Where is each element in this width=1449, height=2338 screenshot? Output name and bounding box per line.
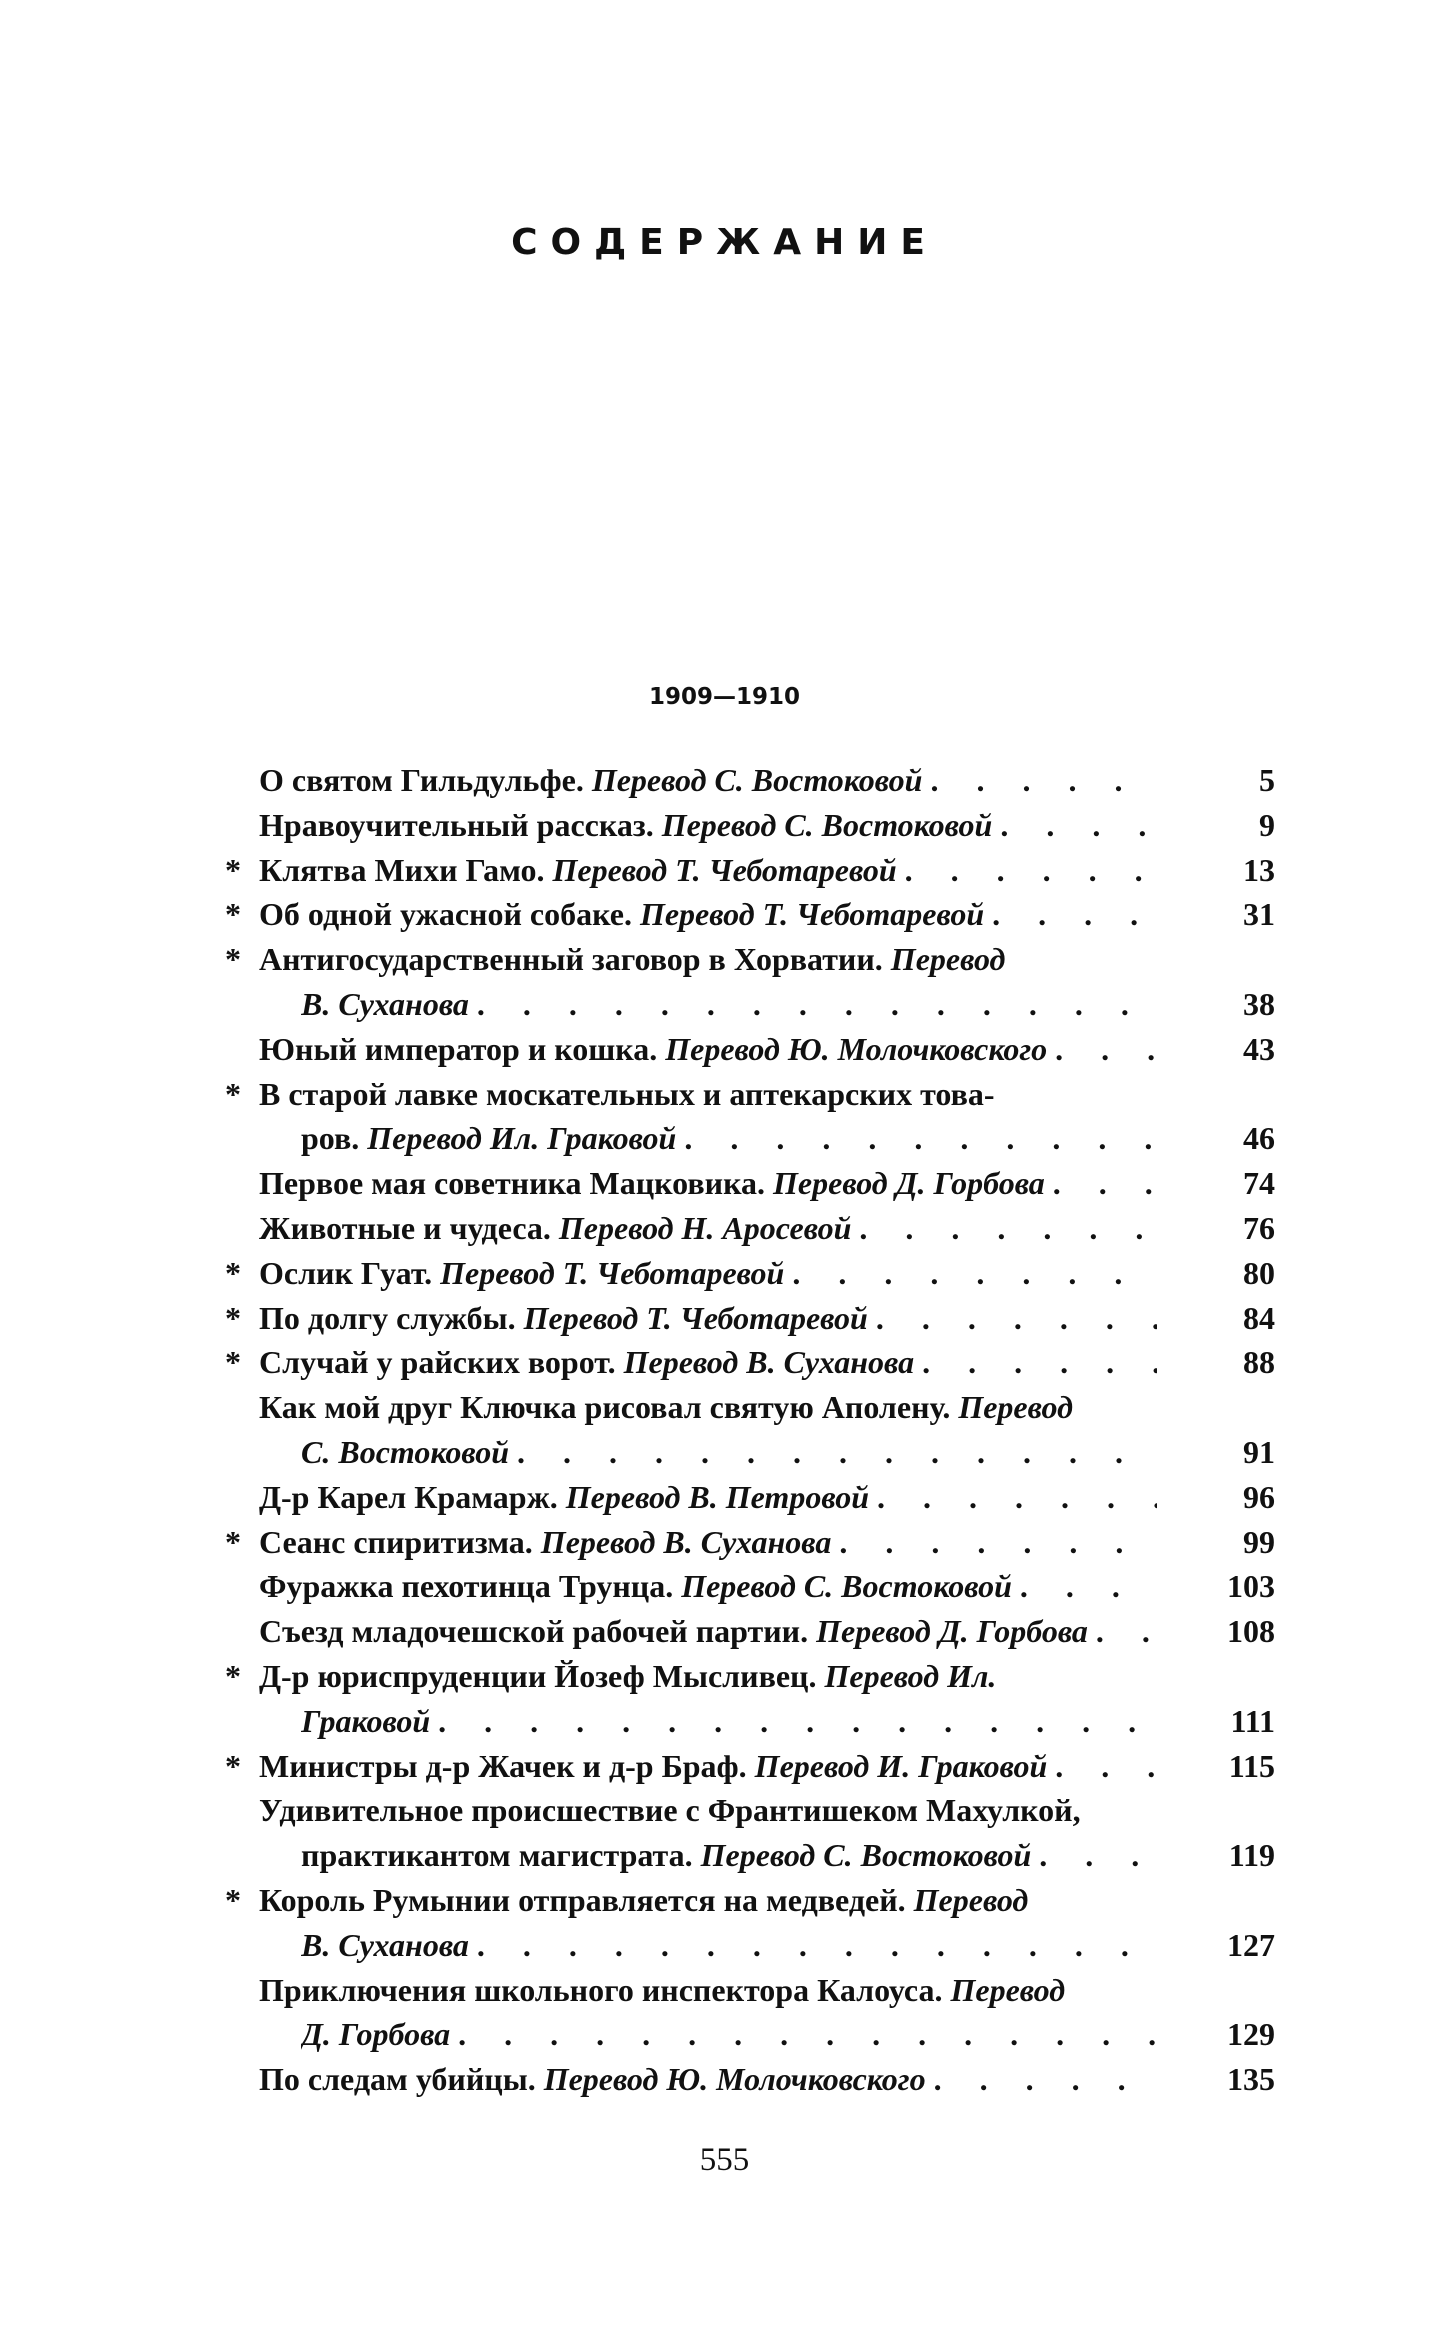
entry-title: По долгу службы.: [259, 1299, 516, 1336]
asterisk-marker: [225, 1161, 259, 1206]
toc-entry: [225, 1923, 1275, 1968]
dot-leader: [859, 1206, 1157, 1251]
entry-page-number: 88: [1243, 1344, 1275, 1381]
entry-title: Как мой друг Ключка рисовал святую Аполену.: [259, 1389, 951, 1426]
page-title: СОДЕРЖАНИЕ: [511, 222, 938, 263]
entry-page-number: 46: [1243, 1120, 1275, 1157]
dot-leader: [477, 1923, 1157, 1968]
entry-title: Клятва Михи Гамо.: [259, 851, 545, 888]
toc-entry: [225, 2012, 1275, 2057]
toc-entry: [225, 1072, 1275, 1117]
entry-page-number: 111: [1230, 1702, 1275, 1739]
entry-translator: Перевод Д. Горбова: [816, 1613, 1088, 1650]
entry-translator: Перевод Ил. Граковой: [367, 1120, 677, 1157]
dot-leader: [905, 848, 1157, 893]
asterisk-marker: [225, 1564, 259, 1609]
entry-title: Д-р Карел Крамарж.: [259, 1478, 558, 1515]
entry-translator: Перевод Ю. Молочковского: [543, 2061, 926, 2098]
entry-translator: Д. Горбова: [301, 2016, 451, 2053]
asterisk-marker: [225, 1385, 259, 1430]
dot-leader: [477, 982, 1157, 1027]
dot-leader: [458, 2012, 1157, 2057]
entry-translator: Перевод И. Граковой: [754, 1747, 1048, 1784]
entry-page-number: 13: [1243, 851, 1275, 888]
dot-leader: [517, 1430, 1157, 1475]
toc-entry: [225, 1833, 1275, 1878]
asterisk-marker: [225, 758, 259, 803]
dot-leader: [922, 1340, 1157, 1385]
entry-translator: Перевод С. Востоковой: [681, 1568, 1012, 1605]
toc-entry: [225, 848, 1275, 893]
entry-page-number: 129: [1227, 2016, 1275, 2053]
entry-title: Животные и чудеса.: [259, 1209, 551, 1246]
entry-translator: Перевод: [913, 1881, 1029, 1918]
page-number: 555: [699, 2142, 750, 2178]
entry-title: По следам убийцы.: [259, 2061, 536, 2098]
dot-leader: [1096, 1609, 1157, 1654]
asterisk-marker: [225, 1475, 259, 1520]
dot-leader: [1020, 1564, 1157, 1609]
toc-entry: [225, 1609, 1275, 1654]
entry-translator: Перевод Ю. Молочковского: [665, 1030, 1048, 1067]
entry-translator: Перевод Т. Чеботаревой: [440, 1254, 785, 1291]
entry-translator: Граковой: [301, 1702, 431, 1739]
entry-title: Удивительное происшествие с Франтишеком Махулкой,: [259, 1792, 1081, 1829]
entry-title: практикантом магистрата.: [301, 1837, 693, 1874]
toc-entry: [225, 937, 1275, 982]
toc-entry: [225, 1788, 1275, 1833]
entry-translator: Перевод: [958, 1389, 1073, 1426]
dot-leader: [1053, 1161, 1157, 1206]
entry-translator: Перевод С. Востоковой: [661, 806, 993, 843]
entry-title: Об одной ужасной собаке.: [259, 896, 632, 933]
toc-entry: [225, 2057, 1275, 2102]
asterisk-marker: *: [225, 1254, 241, 1291]
toc-entry: [225, 1206, 1275, 1251]
entry-title: Король Румынии отправляется на медведей.: [259, 1881, 906, 1918]
entry-page-number: 99: [1243, 1523, 1275, 1560]
toc-entry: [225, 1699, 1275, 1744]
asterisk-marker: *: [225, 896, 241, 933]
toc-entry: [225, 1744, 1275, 1789]
entry-title: Съезд младочешской рабочей партии.: [259, 1613, 809, 1650]
entry-translator: Перевод С. Востоковой: [700, 1837, 1032, 1874]
entry-translator: Перевод Н. Аросевой: [558, 1209, 852, 1246]
entry-translator: Перевод Ил.: [824, 1657, 997, 1694]
asterisk-marker: *: [225, 1881, 241, 1918]
entry-translator: В. Суханова: [301, 985, 469, 1022]
entry-page-number: 74: [1243, 1165, 1275, 1202]
dot-leader: [1055, 1027, 1157, 1072]
dot-leader: [934, 2057, 1157, 2102]
dot-leader: [877, 1475, 1157, 1520]
entry-translator: Перевод Т. Чеботаревой: [552, 851, 897, 888]
entry-title: Фуражка пехотинца Трунца.: [259, 1568, 674, 1605]
table-of-contents: [225, 758, 1275, 2102]
asterisk-marker: [225, 1609, 259, 1654]
asterisk-marker: *: [225, 1657, 241, 1694]
dot-leader: [992, 892, 1157, 937]
entry-page-number: 43: [1243, 1030, 1275, 1067]
entry-page-number: 84: [1243, 1299, 1275, 1336]
asterisk-marker: *: [225, 851, 241, 888]
dot-leader: [839, 1520, 1157, 1565]
toc-entry: [225, 803, 1275, 848]
entry-translator: Перевод Т. Чеботаревой: [523, 1299, 868, 1336]
entry-title: О святом Гильдульфе.: [259, 762, 584, 798]
asterisk-marker: [225, 803, 259, 848]
asterisk-marker: [225, 1027, 259, 1072]
toc-entry: [225, 758, 1275, 803]
asterisk-marker: *: [225, 1299, 241, 1336]
asterisk-marker: [225, 1788, 259, 1833]
entry-title: Юный император и кошка.: [259, 1030, 658, 1067]
entry-title: Нравоучительный рассказ.: [259, 806, 654, 843]
entry-title: Сеанс спиритизма.: [259, 1523, 533, 1560]
entry-page-number: 127: [1227, 1926, 1275, 1963]
toc-entry: [225, 1116, 1275, 1161]
toc-entry: [225, 1340, 1275, 1385]
dot-leader: [1000, 803, 1157, 848]
entry-title: Д-р юриспруденции Йозеф Мысливец.: [259, 1657, 817, 1694]
asterisk-marker: *: [225, 1075, 241, 1112]
entry-title: В старой лавке москательных и аптекарских това-: [259, 1075, 995, 1112]
entry-title: Министры д-р Жачек и д-р Браф.: [259, 1747, 747, 1784]
entry-page-number: 76: [1243, 1209, 1275, 1246]
entry-title: ров.: [301, 1120, 360, 1157]
entry-translator: Перевод С. Востоковой: [591, 762, 923, 798]
dot-leader: [792, 1251, 1157, 1296]
entry-translator: Перевод В. Суханова: [623, 1344, 915, 1381]
entry-title: Антигосударственный заговор в Хорватии.: [259, 941, 883, 978]
entry-translator: Перевод В. Суханова: [540, 1523, 832, 1560]
entry-translator: Перевод Т. Чеботаревой: [639, 896, 985, 933]
toc-entry: [225, 1296, 1275, 1341]
toc-entry: [225, 1654, 1275, 1699]
entry-page-number: 80: [1243, 1254, 1275, 1291]
entry-page-number: 119: [1228, 1837, 1275, 1874]
entry-translator: С. Востоковой: [301, 1433, 510, 1470]
entry-translator: Перевод Д. Горбова: [773, 1165, 1045, 1202]
entry-title: Ослик Гуат.: [259, 1254, 433, 1291]
entry-title: Приключения школьного инспектора Калоуса.: [259, 1971, 943, 2008]
asterisk-marker: *: [225, 1523, 241, 1560]
entry-page-number: 103: [1227, 1568, 1275, 1605]
toc-entry: [225, 1968, 1275, 2013]
entry-page-number: 9: [1259, 806, 1275, 843]
entry-page-number: 108: [1227, 1613, 1275, 1650]
asterisk-marker: *: [225, 1747, 241, 1784]
entry-page-number: 38: [1243, 985, 1275, 1022]
toc-entry: [225, 1385, 1275, 1430]
entry-translator: В. Суханова: [301, 1926, 469, 1963]
asterisk-marker: *: [225, 941, 241, 978]
entry-page-number: 5: [1259, 762, 1275, 798]
dot-leader: [438, 1699, 1157, 1744]
entry-page-number: 31: [1243, 896, 1275, 933]
dot-leader: [684, 1116, 1157, 1161]
entry-translator: Перевод: [890, 941, 1006, 978]
toc-entry: [225, 1251, 1275, 1296]
dot-leader: [876, 1296, 1157, 1341]
toc-entry: [225, 1878, 1275, 1923]
entry-page-number: 96: [1243, 1478, 1275, 1515]
toc-entry: [225, 1430, 1275, 1475]
entry-title: Первое мая советника Мацковика.: [259, 1165, 766, 1202]
toc-entry: [225, 1475, 1275, 1520]
toc-entry: [225, 982, 1275, 1027]
asterisk-marker: [225, 1206, 259, 1251]
section-heading: 1909—1910: [648, 684, 801, 710]
entry-page-number: 115: [1228, 1747, 1275, 1784]
entry-translator: Перевод В. Петровой: [565, 1478, 869, 1515]
entry-page-number: 135: [1227, 2061, 1275, 2098]
asterisk-marker: [225, 1968, 259, 2013]
toc-entry: [225, 1027, 1275, 1072]
asterisk-marker: *: [225, 1344, 241, 1381]
dot-leader: [1055, 1744, 1157, 1789]
toc-entry: [225, 892, 1275, 937]
asterisk-marker: [225, 2057, 259, 2102]
toc-entry: [225, 1161, 1275, 1206]
toc-entry: [225, 1520, 1275, 1565]
dot-leader: [930, 758, 1157, 803]
entry-page-number: 91: [1243, 1433, 1275, 1470]
entry-translator: Перевод: [950, 1971, 1066, 2008]
toc-entry: [225, 1564, 1275, 1609]
entry-title: Случай у райских ворот.: [259, 1344, 616, 1381]
dot-leader: [1039, 1833, 1157, 1878]
